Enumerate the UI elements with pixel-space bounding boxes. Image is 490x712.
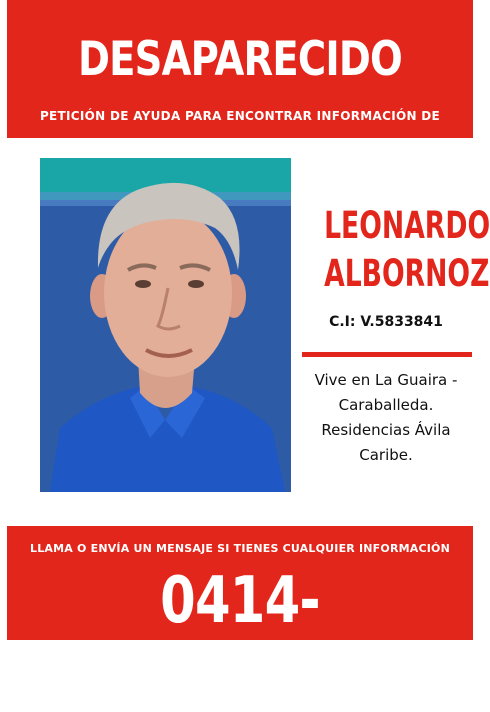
address-line: Caraballeda. bbox=[338, 396, 434, 414]
identity-number: C.I: V.5833841 bbox=[329, 314, 443, 330]
last-name: ALBORNOZ bbox=[324, 252, 490, 295]
address-line: Vive en La Guaira - bbox=[314, 371, 458, 389]
person-photo bbox=[40, 158, 291, 492]
headline: DESAPARECIDO bbox=[77, 32, 402, 87]
right-eye bbox=[188, 280, 204, 288]
header-banner bbox=[7, 0, 473, 138]
address-block bbox=[300, 368, 472, 468]
phone-number[interactable]: 0414-6220333 bbox=[118, 564, 362, 712]
address-line: Caribe. bbox=[359, 446, 413, 464]
red-divider bbox=[302, 352, 472, 357]
footer-banner bbox=[7, 526, 473, 712]
address-line: Residencias Ávila bbox=[321, 421, 451, 439]
call-to-action: LLAMA O ENVÍA UN MENSAJE SI TIENES CUALQUIER INFORMACIÓN bbox=[30, 542, 450, 555]
left-eye bbox=[135, 280, 151, 288]
first-name: LEONARDO bbox=[324, 204, 490, 247]
subheadline: PETICIÓN DE AYUDA PARA ENCONTRAR INFORMACIÓN DE bbox=[39, 109, 441, 123]
portrait-illustration bbox=[40, 158, 291, 492]
